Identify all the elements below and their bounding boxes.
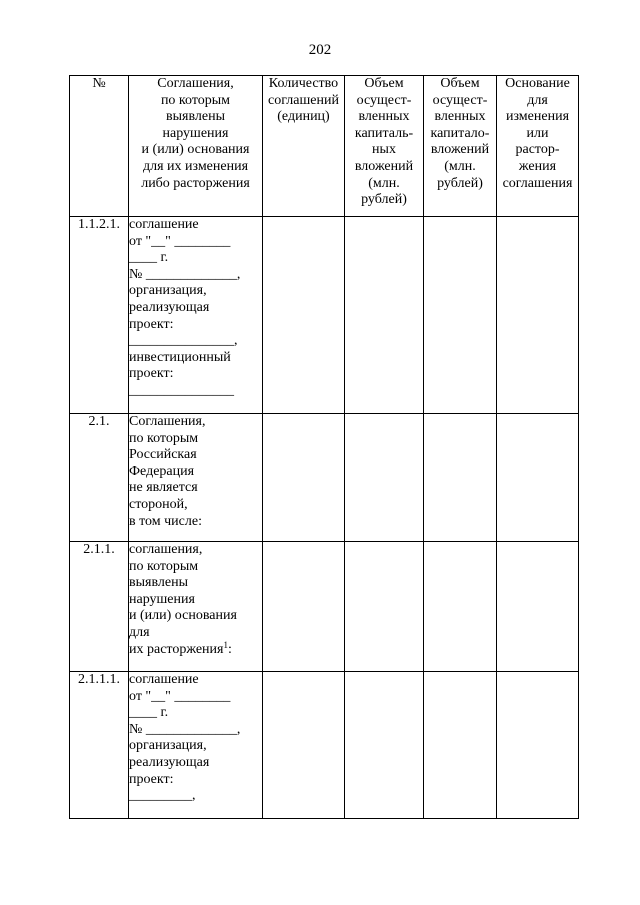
row-line: соглашение <box>129 672 199 687</box>
header-line: Объем <box>440 76 480 91</box>
footnote-marker: 1 <box>223 639 228 650</box>
header-cell-grounds <box>497 76 579 217</box>
count-cell <box>263 414 345 542</box>
header-line: вложений <box>430 142 490 158</box>
header-line: соглашения <box>502 175 573 191</box>
row-line: инвестиционный <box>129 349 231 365</box>
row-line: по которым <box>129 558 199 574</box>
header-line: изменения <box>505 109 570 125</box>
count-cell <box>263 217 345 414</box>
row-line: для <box>129 624 150 640</box>
investments-cell <box>424 672 497 819</box>
row-line: Федерация <box>129 463 195 479</box>
investments-cell <box>424 217 497 414</box>
row-line-colon: : <box>227 641 232 657</box>
header-line: соглашений <box>268 92 339 108</box>
row-line: проект: <box>129 366 174 382</box>
row-line: _______________ <box>129 382 234 398</box>
row-line: по которым <box>129 430 199 446</box>
row-line: № _____________, <box>129 266 241 282</box>
header-line: осущест- <box>432 92 488 108</box>
count-cell <box>263 542 345 672</box>
row-line: проект: <box>129 771 174 787</box>
header-line: осущест- <box>356 92 412 108</box>
row-line: Соглашения, <box>129 414 206 429</box>
capital-investments-cell <box>345 414 424 542</box>
grounds-cell <box>497 217 579 414</box>
row-description <box>129 542 263 672</box>
header-cell-agreements <box>129 76 263 217</box>
header-line: рублей) <box>361 192 407 208</box>
row-line: № _____________, <box>129 721 241 737</box>
row-line: организация, <box>129 738 207 754</box>
header-line: (млн. <box>444 158 476 174</box>
header-line: капитало- <box>430 125 490 141</box>
grounds-cell <box>497 672 579 819</box>
header-line: Объем <box>364 76 404 91</box>
row-description <box>129 672 263 819</box>
table-row <box>70 542 579 672</box>
header-line: для их изменения <box>142 158 249 174</box>
header-line: выявлены <box>166 109 225 125</box>
row-number: 1.1.2.1. <box>70 217 129 414</box>
header-line: Количество <box>268 76 339 91</box>
row-line-with-footnote <box>129 639 262 659</box>
row-line: ____ г. <box>129 250 169 266</box>
header-line: жения <box>518 158 557 174</box>
row-number: 2.1. <box>70 414 129 542</box>
header-line: № <box>92 76 106 91</box>
header-line: вленных <box>434 109 486 125</box>
header-line: капиталь- <box>354 125 414 141</box>
row-line: выявлены <box>129 575 188 591</box>
row-line: соглашение <box>129 217 199 232</box>
row-line: организация, <box>129 283 207 299</box>
investments-cell <box>424 414 497 542</box>
row-description <box>129 414 263 542</box>
row-number: 2.1.1.1. <box>70 672 129 819</box>
header-cell-number <box>70 76 129 217</box>
row-line: от "__" ________ <box>129 688 231 704</box>
capital-investments-cell <box>345 672 424 819</box>
row-line: стороной, <box>129 496 188 512</box>
header-cell-count <box>263 76 345 217</box>
count-cell <box>263 672 345 819</box>
row-line: нарушения <box>129 591 195 607</box>
header-line: растор- <box>515 142 560 158</box>
header-line: (млн. <box>368 175 400 191</box>
table-row <box>70 414 579 542</box>
header-line: для <box>527 92 548 108</box>
capital-investments-cell <box>345 542 424 672</box>
table-header-row <box>70 76 579 217</box>
table-row <box>70 217 579 414</box>
capital-investments-cell <box>345 217 424 414</box>
row-line-text: их расторжения <box>129 641 224 657</box>
header-line: Основание <box>505 76 570 91</box>
row-description <box>129 217 263 414</box>
page-number: 202 <box>308 42 332 58</box>
row-line: _________, <box>129 788 196 804</box>
header-line: вложений <box>354 158 414 174</box>
row-line: в том числе: <box>129 513 202 529</box>
row-line: проект: <box>129 316 174 332</box>
header-line: (единиц) <box>277 109 330 125</box>
header-cell-investments <box>424 76 497 217</box>
header-line: или <box>526 125 549 141</box>
header-line: либо расторжения <box>141 175 250 191</box>
header-line: вленных <box>358 109 410 125</box>
grounds-cell <box>497 414 579 542</box>
row-line: ____ г. <box>129 705 169 721</box>
row-number: 2.1.1. <box>70 542 129 672</box>
header-line: Соглашения, <box>157 76 234 91</box>
row-line: реализующая <box>129 299 210 315</box>
row-line: от "__" ________ <box>129 233 231 249</box>
row-line: Российская <box>129 447 197 463</box>
row-line: _______________, <box>129 333 238 349</box>
table-row <box>70 672 579 819</box>
header-cell-capital-investments <box>345 76 424 217</box>
investments-cell <box>424 542 497 672</box>
row-line: не является <box>129 480 198 496</box>
row-line: реализующая <box>129 754 210 770</box>
grounds-cell <box>497 542 579 672</box>
header-line: нарушения <box>162 125 229 141</box>
header-line: по которым <box>160 92 231 108</box>
header-line: и (или) основания <box>141 142 250 158</box>
row-line: и (или) основания <box>129 608 237 624</box>
report-table <box>69 75 579 819</box>
header-line: рублей) <box>437 175 483 191</box>
header-line: ных <box>372 142 396 158</box>
row-line: соглашения, <box>129 542 203 557</box>
